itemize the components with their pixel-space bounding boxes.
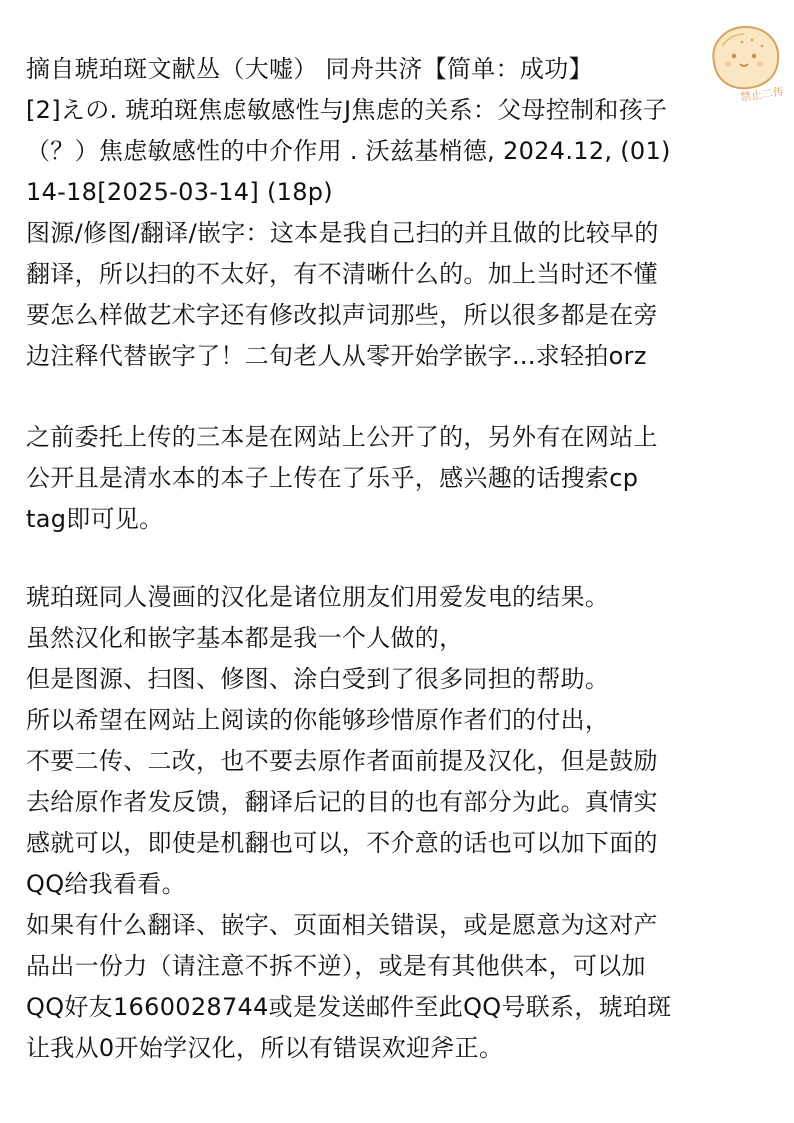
contact-line-1: 如果有什么翻译、嵌字、页面相关错误，或是愿意为这对产 xyxy=(26,911,658,939)
credits-line-2: 翻译，所以扫的不太好，有不清晰什么的。加上当时还不懂 xyxy=(26,260,658,288)
notice-line-4: 所以希望在网站上阅读的你能够珍惜原作者们的付出， xyxy=(26,706,610,734)
notice-line-1: 琥珀斑同人漫画的汉化是诸位朋友们用爱发电的结果。 xyxy=(26,583,610,611)
notice-line-2: 虽然汉化和嵌字基本都是我一个人做的， xyxy=(26,624,464,652)
credits-line-1: 图源/修图/翻译/嵌字：这本是我自己扫的并且做的比较早的 xyxy=(26,219,659,247)
upload-note-line-3: tag即可见。 xyxy=(26,505,164,533)
notice-line-8: QQ给我看看。 xyxy=(26,870,186,898)
citation-line-1: [2]えの. 琥珀斑焦虑敏感性与J焦虑的关系：父母控制和孩子 xyxy=(26,96,668,124)
contact-line-4: 让我从0开始学汉化，所以有错误欢迎斧正。 xyxy=(26,1034,504,1062)
notice-line-7: 感就可以，即使是机翻也可以，不介意的话也可以加下面的 xyxy=(26,829,658,857)
citation-line-3: 14-18[2025-03-14] (18p) xyxy=(26,178,333,206)
upload-note-line-1: 之前委托上传的三本是在网站上公开了的，另外有在网站上 xyxy=(26,423,658,451)
header-line: 摘自琥珀斑文献丛（大嘘） 同舟共济【简单：成功】 xyxy=(26,55,593,83)
notice-line-6: 去给原作者发反馈，翻译后记的目的也有部分为此。真情实 xyxy=(26,788,658,816)
upload-note-line-2: 公开且是清水本的本子上传在了乐乎，感兴趣的话搜索cp xyxy=(26,464,639,492)
stamp-label: 禁止二传 xyxy=(739,84,785,104)
contact-line-2: 品出一份力（请注意不拆不逆），或是有其他供本，可以加 xyxy=(26,952,646,980)
citation-line-2: （？）焦虑敏感性的中介作用 . 沃兹基梢德, 2024.12, (01) xyxy=(26,137,671,165)
credits-line-3: 要怎么样做艺术字还有修改拟声词那些，所以很多都是在旁 xyxy=(26,301,658,329)
contact-line-3: QQ好友1660028744或是发送邮件至此QQ号联系，琥珀斑 xyxy=(26,993,672,1021)
credits-line-4: 边注释代替嵌字了！二旬老人从零开始学嵌字...求轻拍orz xyxy=(26,342,647,370)
notice-line-3: 但是图源、扫图、修图、涂白受到了很多同担的帮助。 xyxy=(26,665,610,693)
notice-line-5: 不要二传、二改，也不要去原作者面前提及汉化，但是鼓励 xyxy=(26,747,658,775)
